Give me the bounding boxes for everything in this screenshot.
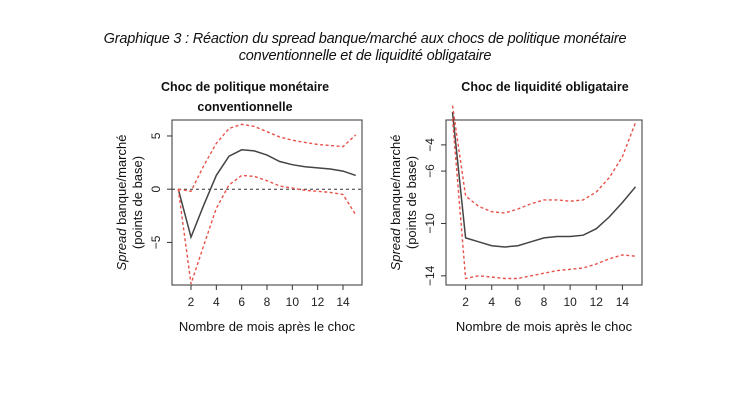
- panel2-title-line1: Choc de liquidité obligataire: [461, 80, 629, 94]
- panel2-x-axis-label: Nombre de mois après le choc: [455, 319, 633, 334]
- panel2-y-tick-label: −14: [423, 265, 437, 287]
- panel2-y-tick-label: −6: [423, 164, 437, 178]
- panel2-y-tick-label: −4: [423, 138, 437, 152]
- panel2-x-tick-label: 8: [540, 295, 548, 309]
- panel2-series-lower: [453, 119, 636, 279]
- panel2-x-tick-label: 12: [589, 295, 603, 309]
- panel1-x-tick-label: 14: [336, 295, 350, 309]
- panel2-y-axis-label-italic: Spread: [388, 228, 403, 271]
- panel1-y-tick-label: 0: [149, 185, 163, 193]
- panel1-x-tick-label: 12: [310, 295, 325, 309]
- panel1-x-tick-label: 6: [238, 295, 246, 309]
- panel1-title-line2: conventionnelle: [197, 100, 293, 114]
- panel1-y-tick-label: 5: [149, 132, 163, 140]
- figure-title-line2: conventionnelle et de liquidité obligataire: [238, 48, 492, 64]
- panel1-x-tick-label: 10: [285, 295, 300, 309]
- panel2-y-axis-label-line1: [388, 135, 403, 271]
- panel1-x-tick-label: 8: [263, 295, 271, 309]
- figure-title-line1: Graphique 3 : Réaction du spread banque/marché aux chocs de politique monétaire: [103, 31, 627, 47]
- panel2-x-tick-label: 6: [514, 295, 522, 309]
- panel2-series-upper: [453, 106, 636, 213]
- panel2-y-tick-label: −10: [423, 213, 437, 234]
- panel2-y-axis-label-line2: (points de base): [404, 155, 419, 250]
- panel1-x-tick-label: 4: [212, 295, 220, 309]
- panel2-x-tick-label: 14: [615, 295, 630, 309]
- panel1-title-line1: Choc de politique monétaire: [160, 80, 330, 94]
- panel2-plot-frame: [446, 120, 642, 285]
- panel2-x-tick-label: 4: [488, 295, 496, 309]
- panel1-x-axis-label: Nombre de mois après le choc: [178, 319, 356, 334]
- panel2-y-axis-label-rest: banque/marché: [388, 134, 403, 229]
- panel1-y-axis-label-italic: Spread: [114, 228, 129, 271]
- panel1-y-axis-label-line2: (points de base): [130, 155, 145, 250]
- panel2-x-tick-label: 10: [563, 295, 577, 309]
- panel1-y-axis-label-rest: banque/marché: [114, 134, 129, 229]
- panel2-x-tick-label: 2: [462, 295, 469, 309]
- panel1-x-tick-label: 2: [187, 295, 195, 309]
- panel1-y-tick-label: −5: [149, 235, 163, 250]
